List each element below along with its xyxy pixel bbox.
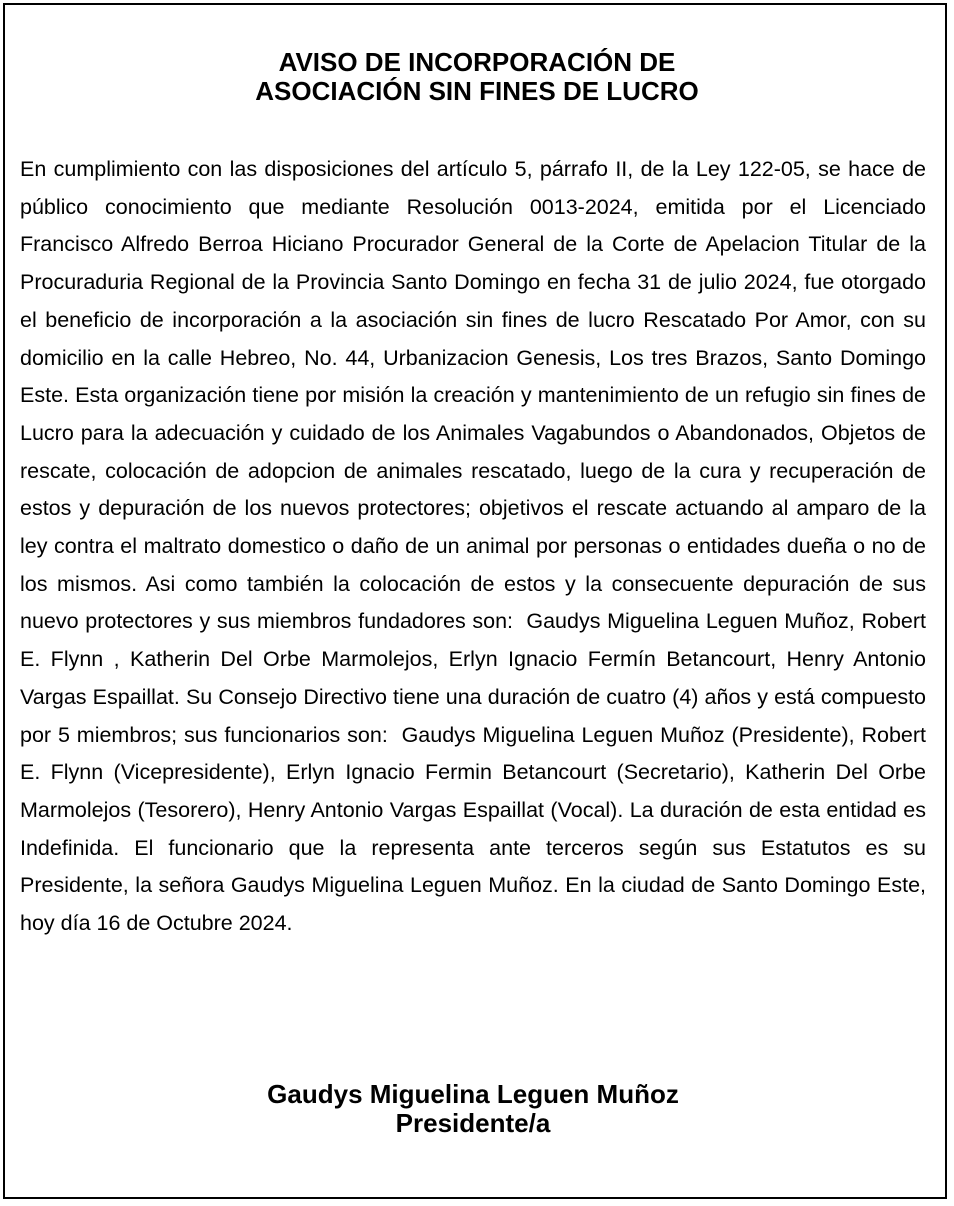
- notice-title-line-1: AVISO DE INCORPORACIÓN DE: [278, 47, 676, 77]
- signature-block: [0, 1080, 946, 1138]
- notice-title-line-2: ASOCIACIÓN SIN FINES DE LUCRO: [255, 76, 699, 106]
- notice-title: [0, 48, 954, 106]
- signatory-name: Gaudys Miguelina Leguen Muñoz: [267, 1079, 679, 1109]
- notice-body-text: En cumplimiento con las disposiciones del artículo 5, párrafo II, de la Ley 122-05, se hace de público conocimiento que mediante Resolución 0013-2024, emitida por el Licenciado Francisco Alfredo Berroa Hiciano Procurador General de la Corte de Apelacion Titular de la Procuraduria Regional de la Provincia Santo Domingo en fecha 31 de julio 2024, fue otorgado el beneficio de incorporación a la asociación sin fines de lucro Rescatado Por Amor, con su domicilio en la calle Hebreo, No. 44, Urbanizacion Genesis, Los tres Brazos, Santo Domingo Este. Esta organización tiene por misión la creación y mantenimiento de un refugio sin fines de Lucro para la adecuación y cuidado de los Animales Vagabundos o Abandonados, Objetos de rescate, colocación de adopcion de animales rescatado, luego de la cura y recuperación de estos y depuración de los nuevos protectores; objetivos el rescate actuando al amparo de la ley contra el maltrato domestico o daño de un animal por personas o entidades dueña o no de los mismos. Asi como también la colocación de estos y la consecuente depuración de sus nuevo protectores y sus miembros fundadores son: Gaudys Miguelina Leguen Muñoz, Robert E. Flynn , Katherin Del Orbe Marmolejos, Erlyn Ignacio Fermín Betancourt, Henry Antonio Vargas Espaillat. Su Consejo Directivo tiene una duración de cuatro (4) años y está compuesto por 5 miembros; sus funcionarios son: Gaudys Miguelina Leguen Muñoz (Presidente), Robert E. Flynn (Vicepresidente), Erlyn Ignacio Fermin Betancourt (Secretario), Katherin Del Orbe Marmolejos (Tesorero), Henry Antonio Vargas Espaillat (Vocal). La duración de esta entidad es Indefinida. El funcionario que la representa ante terceros según sus Estatutos es su Presidente, la señora Gaudys Miguelina Leguen Muñoz. En la ciudad de Santo Domingo Este, hoy día 16 de Octubre 2024.: [20, 157, 938, 936]
- signatory-title: Presidente/a: [395, 1108, 551, 1138]
